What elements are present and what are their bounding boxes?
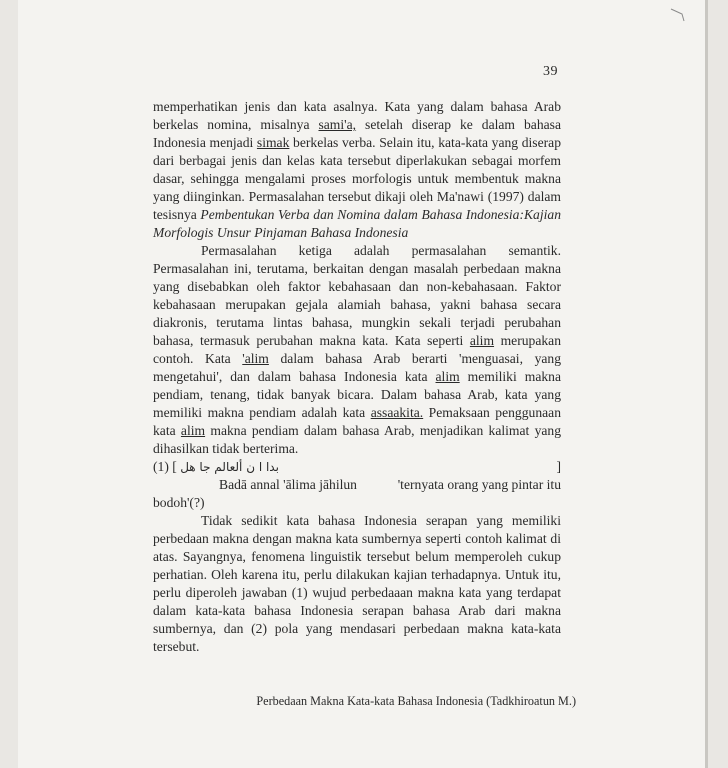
text-run: setelah diserap ke dalam bahasa Indonesia menjadi xyxy=(153,117,561,150)
text-run: memperhatikan jenis dan kata asalnya. Kata yang dalam bahasa Arab berkelas nomina, misalnya xyxy=(153,99,561,132)
example-open xyxy=(153,458,279,476)
text-run: makna pendiam dalam bahasa Arab, menjadikan kalimat yang dihasilkan tidak berterima. xyxy=(153,423,561,456)
arabic-text: بدا ا ن ألعالم جا هل xyxy=(180,460,279,474)
term-samia: sami'a, xyxy=(318,117,357,132)
example-close: ] xyxy=(556,459,561,474)
term-simak: simak xyxy=(256,135,290,150)
body-text xyxy=(153,98,561,656)
text-run: berkelas verba. Selain itu, kata-kata yang diserap dari berbagai jenis dan kelas kata tersebut diperlakukan sebagai morfem dasar, sehingga mengalami proses morfologis untuk membentuk makna yang diinginkan. Permasalahan tersebut dikaji oleh Ma'nawi (1997) dalam tesisnya xyxy=(153,135,561,222)
running-footer: Perbedaan Makna Kata-kata Bahasa Indonesia (Tadkhiroatun M.) xyxy=(256,694,576,708)
gloss-end: bodoh'(?) xyxy=(153,495,205,510)
text-run: merupakan contoh. Kata xyxy=(153,333,561,366)
paragraph-3: Tidak sedikit kata bahasa Indonesia serapan yang memiliki perbedaan makna dengan makna kata sumbernya seperti contoh kalimat di atas. Sayangnya, fenomena linguistik tersebut belum memperoleh cukup perhatian. Oleh karena itu, perlu dilakukan kajian terhadapnya. Untuk itu, perlu diperoleh jawaban (1) wujud perbedaaan makna kata yang terdapat dalam kata-kata bahasa Indonesia serapan bahasa Arab dari makna sumbernya, dan (2) pola yang mendasari perbedaan makna kata-kata tersebut. xyxy=(153,513,561,654)
page-edge xyxy=(705,0,708,768)
term-alim: alim xyxy=(435,369,460,384)
transliteration: Badā annal 'ālima jāhilun xyxy=(219,477,357,492)
example-sentence xyxy=(153,458,561,476)
paper-sheet xyxy=(18,0,708,768)
example-transliteration xyxy=(153,476,561,494)
term-alim-arab: 'alim xyxy=(242,351,269,366)
example-number: (1) [ xyxy=(153,459,177,474)
text-run: Pemaksaan penggunaan kata xyxy=(153,405,561,438)
corner-fold-mark xyxy=(670,8,686,22)
gloss: 'ternyata orang yang pintar itu xyxy=(397,477,561,492)
term-alim: alim xyxy=(469,333,495,348)
page-number: 39 xyxy=(543,64,558,79)
term-assaakita: assaakita. xyxy=(370,405,424,420)
thesis-title: Pembentukan Verba dan Nomina dalam Bahasa Indonesia:Kajian Morfologis Unsur Pinjaman Bahasa Indonesia xyxy=(153,207,561,240)
text-run: memiliki makna pendiam, tenang, tidak banyak bicara. Dalam bahasa Arab, kata yang memiliki makna pendiam adalah kata xyxy=(153,369,561,420)
text-run: dalam bahasa Arab berarti 'menguasai, yang mengetahui', dan dalam bahasa Indonesia kata xyxy=(153,351,561,384)
paragraph-1 xyxy=(153,98,561,242)
paragraph-2 xyxy=(153,242,561,458)
text-run: Permasalahan ketiga adalah permasalahan semantik. Permasalahan ini, terutama, berkaitan dengan masalah perbedaan makna yang disebabkan oleh faktor kebahasaan dan non-kebahasaan. Faktor kebahasaan merupakan gejala alamiah bahasa, yakni bahasa secara diakronis, terutama lintas bahasa, mungkin sekali terjadi perubahan bahasa, termasuk perubahan makna kata. Kata seperti xyxy=(153,243,561,348)
term-alim: alim xyxy=(180,423,206,438)
